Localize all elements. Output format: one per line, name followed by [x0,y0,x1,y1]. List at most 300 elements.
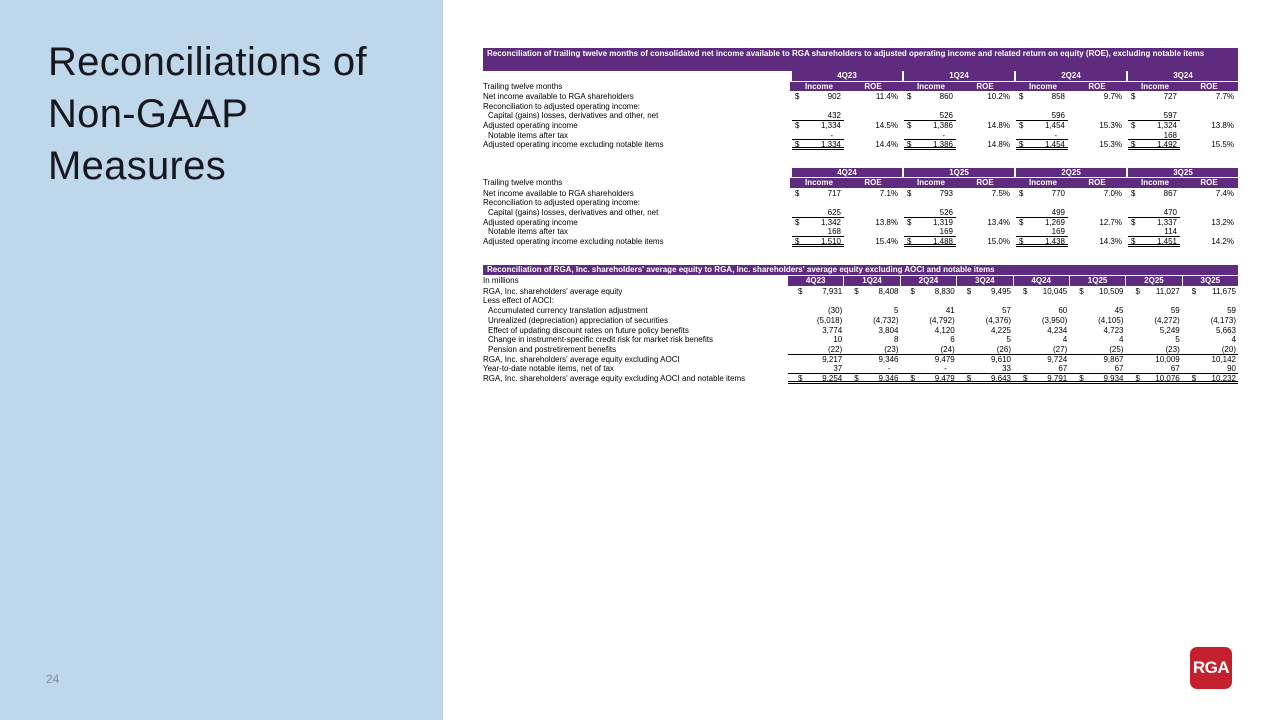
value-group [1126,198,1238,208]
income-cell [904,218,956,228]
row-values [788,306,1238,316]
roe-value [844,102,898,112]
income-cell [1128,121,1180,131]
value-group [1014,237,1126,247]
roe-value [956,102,1010,112]
roe-value: 15.3% [1099,140,1122,150]
value-cell [901,316,957,326]
income-header: Income [1140,178,1169,188]
income-value: 1,334 [820,140,841,150]
label-spacer [483,168,790,178]
income-value: 169 [1051,227,1065,237]
quarter-header-cell: 1Q25 [904,168,1014,178]
table-row [483,237,1238,247]
roe-value [1180,198,1234,208]
income-value: 1,492 [1156,140,1177,150]
income-cell [1016,111,1068,121]
value-cell [1013,355,1069,365]
value-group [790,189,902,199]
value-cell [1126,287,1182,297]
value-group [902,131,1014,141]
value-cell [1182,287,1238,297]
value-group [902,111,1014,121]
dollar-sign: $ [795,121,800,131]
value-cell [1013,326,1069,336]
value-group [1014,218,1126,228]
value-group [902,189,1014,199]
group-spacer [1234,218,1238,228]
roe-value: 7.7% [1215,92,1234,101]
table-row [483,326,1238,336]
page-number: 24 [46,672,60,686]
dollar-sign: $ [1019,188,1024,198]
quarter-group [1014,71,1126,81]
cell-value: (4,173) [1210,315,1236,325]
income-value: - [830,130,833,140]
row-label: Reconciliation to adjusted operating income: [483,198,640,208]
value-group [790,102,902,112]
cell-value: 9,346 [878,373,899,383]
income-cell [1016,131,1068,141]
roe-value: 14.8% [987,140,1010,150]
value-cell [1182,335,1238,345]
value-cell [788,296,844,306]
roe-value [956,198,1010,208]
value-cell [788,374,844,381]
value-group [1126,102,1238,112]
roe-value [1180,111,1234,121]
value-cell [844,345,900,354]
roe-value: 13.8% [875,217,898,227]
roe-header: ROE [1200,178,1218,188]
value-group [1014,227,1126,237]
cell-value: 67 [1058,364,1068,374]
subheader-spacer [1236,82,1238,92]
income-header: Income [916,178,945,188]
cell-value: 9,610 [990,354,1011,364]
dollar-sign: $ [1019,121,1024,131]
income-cell [904,92,956,102]
value-cell [788,355,844,365]
dollar-sign: $ [854,373,859,383]
cell-value: (23) [884,344,899,354]
value-cell [844,364,900,373]
income-cell [792,198,844,208]
cell-value: 9,254 [822,373,843,383]
quarter-header-cell: 4Q24 [792,168,902,178]
dollar-sign: $ [1023,373,1028,383]
row-label: Capital (gains) losses, derivatives and other, net [488,111,659,121]
income-value: 1,386 [932,140,953,150]
income-cell [1128,111,1180,121]
dollar-sign: $ [1131,92,1136,101]
quarter-header-cell: 3Q25 [1128,168,1238,178]
cell-value: (25) [1109,344,1124,354]
income-cell [1128,92,1180,102]
value-cell [1069,364,1125,373]
table-row [483,296,1238,306]
rga-logo [1190,647,1232,689]
cell-value: (30) [828,306,843,316]
cell-value: 90 [1227,364,1236,374]
row-label: Net income available to RGA shareholders [483,188,634,198]
value-cell [1126,306,1182,316]
value-group [1014,111,1126,121]
cell-value: 4,234 [1047,325,1068,335]
income-value: 499 [1051,208,1065,217]
subheader-spacer [1124,82,1126,92]
row-label: Adjusted operating income excluding notable items [483,140,664,150]
roe-value: 13.4% [987,217,1010,227]
roe-value [956,208,1010,218]
row-label: Change in instrument-specific credit risk for market risk benefits [488,335,713,345]
dollar-sign: $ [907,92,912,101]
row-label: Accumulated currency translation adjustment [488,306,648,316]
roe-header: ROE [1088,81,1106,91]
table-row [483,218,1238,228]
income-cell [1016,218,1068,228]
equity-quarter-cell: 2Q24 [901,276,957,286]
value-group [902,121,1014,131]
value-cell [844,326,900,336]
roe-value: 13.8% [1211,121,1234,131]
cell-value: 9,479 [934,373,955,383]
cell-value: (22) [828,344,843,354]
income-value: 1,319 [932,217,953,227]
table-row [483,364,1238,374]
row-label: Reconciliation to adjusted operating income: [483,101,640,111]
dollar-sign: $ [854,286,859,296]
cell-value: 41 [945,306,955,316]
equity-quarter-cell: 4Q23 [788,276,844,286]
income-header: Income [804,178,833,188]
roe-value: 14.5% [875,121,898,131]
table-row [483,92,1238,102]
roe-value: 7.0% [1103,188,1122,198]
roe-value: 7.5% [991,188,1010,198]
value-cell [957,345,1013,354]
income-cell [1128,140,1180,150]
income-cell [1128,189,1180,199]
value-group [902,102,1014,112]
income-value: 470 [1163,208,1177,217]
income-value: 1,454 [1044,140,1065,150]
cell-value: 8,408 [878,286,899,296]
value-cell [957,364,1013,373]
income-value: 1,438 [1044,237,1065,247]
value-cell [1069,355,1125,365]
value-cell [901,364,957,373]
value-cell [901,374,957,381]
period-label: Trailing twelve months [483,81,563,91]
income-value: 597 [1163,111,1177,121]
value-cell [1069,316,1125,326]
value-cell [1069,296,1125,306]
cell-value: (24) [940,344,955,354]
roe-value: 14.4% [875,140,898,150]
quarter-header-cell: 1Q24 [904,71,1014,81]
cell-value: 9,724 [1047,354,1068,364]
subheader-row [483,82,1238,92]
value-cell [1182,374,1238,381]
roe-value: 11.4% [875,92,898,101]
roe-header: ROE [1200,81,1218,91]
quarter-group [1014,168,1126,178]
cell-value: 9,217 [822,354,843,364]
value-cell [1126,316,1182,326]
value-cell [844,374,900,381]
roe-value [1180,227,1234,237]
income-value: 1,269 [1044,217,1065,227]
roe-value [1068,102,1122,112]
dollar-sign: $ [798,286,803,296]
value-cell [901,287,957,297]
income-cell [1016,237,1068,247]
income-value: 1,510 [820,237,841,247]
cell-value: - [887,364,891,374]
cell-value: 57 [1002,306,1011,316]
income-value: 727 [1163,92,1177,101]
value-group [790,218,902,228]
value-cell [844,335,900,345]
quarter-header-cell: 4Q23 [792,71,902,81]
income-cell [1128,131,1180,141]
income-header: Income [916,81,945,91]
income-value: - [942,130,945,140]
cell-value: 8,830 [934,286,955,296]
income-value: 1,334 [820,121,841,131]
cell-value: 59 [1170,306,1180,316]
cell-value: (4,272) [1154,315,1180,325]
dollar-sign: $ [1131,121,1136,131]
equity-quarter-cell: 3Q24 [957,276,1013,286]
dollar-sign: $ [1019,92,1024,101]
roe-header: ROE [1088,178,1106,188]
value-group [1126,140,1238,150]
roe-value [1180,208,1234,218]
dollar-sign: $ [1019,237,1024,247]
roe-value: 15.4% [875,237,898,247]
income-value: 858 [1051,92,1065,101]
row-values [788,374,1238,384]
subheader-row [483,178,1238,188]
roe-value: 15.5% [1211,140,1234,150]
value-group [902,140,1014,150]
table-row [483,355,1238,365]
table-row [483,131,1238,141]
income-value: 1,488 [932,237,953,247]
value-group [1014,198,1126,208]
cell-value: 10,232 [1211,373,1236,383]
value-group [1126,227,1238,237]
equity-quarter-cell: 1Q24 [844,276,900,286]
group-spacer [1234,92,1238,102]
income-cell [792,92,844,102]
value-cell [1069,287,1125,297]
group-spacer [1234,102,1238,112]
value-cell [1182,296,1238,306]
subheader-bar [790,82,1238,92]
income-cell [1128,218,1180,228]
income-cell [1016,102,1068,112]
value-group [1126,131,1238,141]
dollar-sign: $ [907,121,912,131]
row-label: RGA, Inc. shareholders' average equity excluding AOCI [483,354,680,364]
value-group [1126,218,1238,228]
income-cell [904,189,956,199]
income-cell [792,227,844,237]
table-row [483,189,1238,199]
dollar-sign: $ [907,237,912,247]
value-cell [1126,374,1182,381]
cell-value: (4,792) [929,315,955,325]
value-group [902,198,1014,208]
cell-value: 67 [1114,364,1124,374]
roe-value: 14.8% [987,121,1010,131]
dollar-sign: $ [907,140,912,150]
value-cell [844,306,900,316]
equity-quarter-cell: 1Q25 [1070,276,1126,286]
income-value: 867 [1163,188,1177,198]
income-value: 717 [827,188,841,198]
income-value: 526 [939,208,953,217]
roe-value: 7.4% [1215,188,1234,198]
dollar-sign: $ [795,92,800,101]
dollar-sign: $ [1135,286,1140,296]
value-group [902,218,1014,228]
value-cell [788,335,844,345]
row-label: RGA, Inc. shareholders' average equity [483,286,623,296]
dollar-sign: $ [910,373,915,383]
subheader-spacer [1236,178,1238,188]
cell-value: 10,076 [1155,373,1180,383]
income-cell [904,208,956,218]
income-cell [1016,92,1068,102]
equity-quarter-cell: 2Q25 [1126,276,1182,286]
cell-value: 9,867 [1103,354,1124,364]
cell-value: 9,643 [990,373,1011,383]
income-cell [1128,237,1180,247]
title-panel [0,0,443,720]
dollar-sign: $ [795,188,800,198]
income-cell [792,237,844,247]
roe-value: 15.0% [987,237,1010,247]
row-values [788,345,1238,355]
value-cell [957,326,1013,336]
roe-value: 10.2% [987,92,1010,101]
cell-value: 6 [950,335,955,345]
value-group [1014,140,1126,150]
value-cell [957,287,1013,297]
cell-value: 67 [1170,364,1180,374]
income-cell [1016,121,1068,131]
equity-header-row [483,276,1238,286]
table-row [483,374,1238,384]
roe-table-4q23-3q24 [483,71,1238,150]
quarter-group [902,71,1014,81]
row-label: Adjusted operating income excluding notable items [483,237,664,247]
group-spacer [1234,189,1238,199]
dollar-sign: $ [795,237,800,247]
subheader-spacer [1012,178,1014,188]
row-label: RGA, Inc. shareholders' average equity excluding AOCI and notable items [483,373,746,383]
income-value: 1,386 [932,121,953,131]
quarter-header-cell: 2Q25 [1016,168,1126,178]
equity-header-cells [788,276,1238,286]
value-group [1014,131,1126,141]
value-cell [1069,374,1125,381]
income-value: 625 [827,208,841,217]
value-group [790,198,902,208]
row-label: Adjusted operating income [483,217,578,227]
subheader-bar [790,178,1238,188]
cell-value: 5 [1006,335,1011,345]
row-label: Pension and postretirement benefits [488,344,617,354]
cell-value: 10,142 [1211,354,1236,364]
subheader-spacer [900,82,902,92]
roe-value [956,227,1010,237]
cell-value: 33 [1002,364,1011,374]
value-group [1126,121,1238,131]
roe-value: 9.7% [1103,92,1122,101]
value-cell [788,364,844,373]
roe-value: 15.3% [1099,121,1122,131]
roe-value [844,111,898,121]
roe-value [1180,131,1234,141]
row-label: Net income available to RGA shareholders [483,92,634,101]
dollar-sign: $ [1135,373,1140,383]
row-values [788,287,1238,297]
cell-value: 5,249 [1159,325,1180,335]
cell-value: (20) [1221,344,1236,354]
roe-header: ROE [864,178,882,188]
value-cell [1126,355,1182,365]
income-header: Income [1028,178,1057,188]
quarter-group [1126,168,1238,178]
value-group [1126,111,1238,121]
row-values [788,316,1238,326]
table-row [483,306,1238,316]
income-value: 169 [939,227,953,237]
value-group [790,208,902,218]
roe-value: 7.1% [879,188,898,198]
value-group [790,92,902,102]
roe-value [1068,208,1122,218]
value-cell [844,287,900,297]
group-spacer [1234,121,1238,131]
value-group [1126,189,1238,199]
cell-value: (3,950) [1041,315,1068,325]
income-cell [1016,208,1068,218]
value-cell [1182,306,1238,316]
dollar-sign: $ [1131,217,1136,227]
row-label: Capital (gains) losses, derivatives and other, net [488,208,659,217]
value-cell [788,306,844,316]
value-cell [1126,345,1182,354]
cell-value: 9,934 [1103,373,1124,383]
cell-value: 59 [1227,306,1236,316]
table-row [483,345,1238,355]
value-cell [901,296,957,306]
cell-value: (4,732) [873,315,899,325]
cell-value: (23) [1165,344,1180,354]
income-value: 1,454 [1044,121,1065,131]
value-cell [1182,345,1238,354]
dollar-sign: $ [1019,140,1024,150]
row-values [788,355,1238,365]
value-cell [957,316,1013,326]
roe-value [844,131,898,141]
